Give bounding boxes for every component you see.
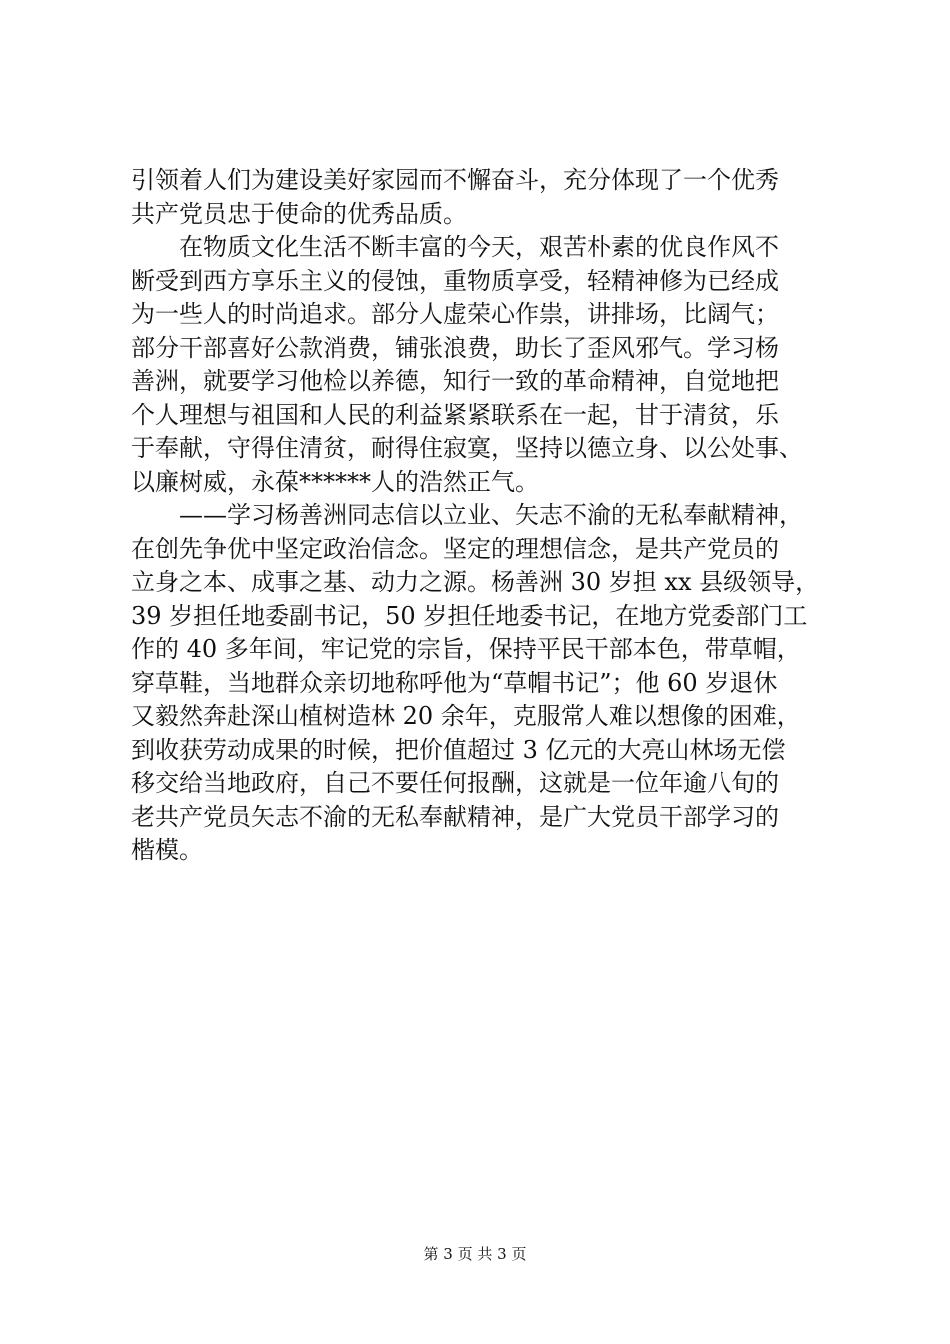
text-line: 楷模。	[131, 836, 203, 864]
text-line: 共产党员忠于使命的优秀品质。	[131, 199, 467, 228]
text-line: 善洲，就要学习他检以养德，知行一致的革命精神，自觉地把	[131, 367, 779, 395]
text-line: 为一些人的时尚追求。部分人虚荣心作祟，讲排场，比阔气；	[131, 300, 779, 328]
text-line: 作的 40 多年间，牢记党的宗旨，保持平民干部本色，带草帽，	[131, 635, 801, 663]
document-body	[131, 164, 831, 868]
text-line: 部分干部喜好公款消费，铺张浪费，助长了歪风邪气。学习杨	[131, 333, 779, 362]
text-line: 以廉树威，永葆******人的浩然正气。	[131, 467, 539, 496]
text-line: 于奉献，守得住清贫，耐得住寂寞，坚持以德立身、以公处事、	[131, 434, 803, 462]
text-line: 在物质文化生活不断丰富的今天，艰苦朴素的优良作风不	[179, 233, 779, 261]
text-line: 穿草鞋，当地群众亲切地称呼他为“草帽书记”；他 60 岁退休	[131, 668, 778, 697]
paragraph-2	[131, 231, 831, 499]
paragraph-1	[131, 164, 831, 231]
page-footer	[0, 1243, 950, 1264]
text-line: 立身之本、成事之基、动力之源。杨善洲 30 岁担 xx 县级领导，	[131, 568, 820, 596]
text-line: 移交给当地政府，自己不要任何报酬，这就是一位年逾八旬的	[131, 769, 779, 797]
paragraph-3	[131, 499, 831, 868]
text-line: ——学习杨善洲同志信以立业、矢志不渝的无私奉献精神，	[179, 501, 803, 529]
text-line: 在创先争优中坚定政治信念。坚定的理想信念，是共产党员的	[131, 534, 779, 563]
text-line: 老共产党员矢志不渝的无私奉献精神，是广大党员干部学习的	[131, 802, 779, 831]
text-line: 39 岁担任地委副书记，50 岁担任地委书记，在地方党委部门工	[131, 601, 808, 630]
page-number: 第 3 页 共 3 页	[423, 1245, 527, 1263]
text-line: 个人理想与祖国和人民的利益紧紧联系在一起，甘于清贫，乐	[131, 400, 779, 429]
text-line: 到收获劳动成果的时候，把价值超过 3 亿元的大亮山林场无偿	[131, 735, 786, 764]
text-line: 引领着人们为建设美好家园而不懈奋斗，充分体现了一个优秀	[131, 166, 779, 194]
text-line: 断受到西方享乐主义的侵蚀，重物质享受，轻精神修为已经成	[131, 266, 779, 295]
text-line: 又毅然奔赴深山植树造林 20 余年，克服常人难以想像的困难，	[131, 702, 801, 730]
